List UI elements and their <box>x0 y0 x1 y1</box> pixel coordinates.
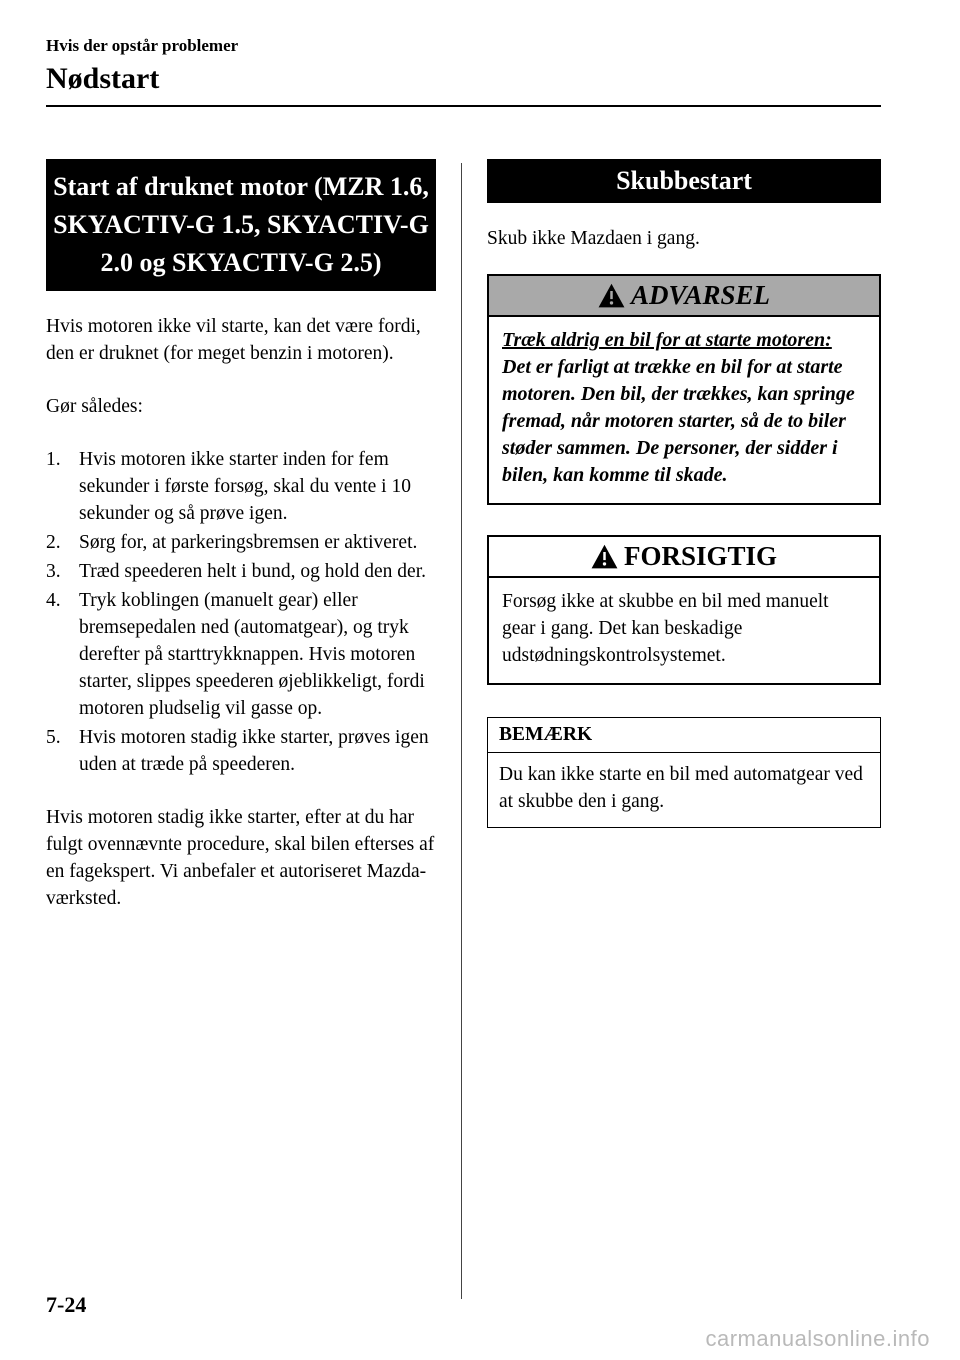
step-text: Tryk koblingen (manuelt gear) eller bremsepedalen ned (automatgear), og tryk derefter på starttrykknappen. Hvis motoren starter, slippes speederen øjeblikkeligt, fordi motoren pludselig vil gasse op. <box>79 590 425 719</box>
list-item <box>46 529 436 556</box>
step-text: Hvis motoren stadig ikke starter, prøves igen uden at træde på speederen. <box>79 727 429 775</box>
watermark: carmanualsonline.info <box>705 1326 930 1351</box>
list-item <box>46 724 436 778</box>
push-start-intro: Skub ikke Mazdaen i gang. <box>487 228 700 249</box>
right-column <box>487 159 881 1299</box>
header-rule <box>46 105 881 107</box>
step-number: 2. <box>46 532 61 553</box>
page-title: Nødstart <box>46 62 160 95</box>
section-title-flooded-engine: Start af druknet motor (MZR 1.6, SKYACTIV-G 1.5, SKYACTIV-G 2.0 og SKYACTIV-G 2.5) <box>46 159 436 291</box>
breadcrumb: Hvis der opstår problemer <box>46 36 239 55</box>
list-item <box>46 587 436 722</box>
warning-label: ADVARSEL <box>630 280 771 310</box>
note-box <box>487 717 881 828</box>
column-divider <box>461 163 462 1299</box>
warning-body <box>489 317 879 503</box>
section-title-push-start: Skubbestart <box>487 159 881 203</box>
step-number: 1. <box>46 449 61 470</box>
page-header <box>46 36 881 107</box>
warning-icon <box>591 544 618 569</box>
caution-header <box>489 537 879 578</box>
caution-label: FORSIGTIG <box>623 541 778 571</box>
step-number: 4. <box>46 590 61 611</box>
note-body: Du kan ikke starte en bil med automatgear ved at skubbe den i gang. <box>499 764 863 812</box>
caution-body: Forsøg ikke at skubbe en bil med manuelt gear i gang. Det kan beskadige udstødningskontrolsystemet. <box>502 591 829 666</box>
page-number: 7-24 <box>46 1292 87 1317</box>
step-number: 3. <box>46 561 61 582</box>
warning-box <box>487 274 881 505</box>
step-text: Træd speederen helt i bund, og hold den der. <box>79 561 426 582</box>
step-text: Hvis motoren ikke starter inden for fem sekunder i første forsøg, skal du vente i 10 sekunder og så prøve igen. <box>79 449 411 524</box>
caution-box <box>487 535 881 685</box>
two-column-layout <box>46 159 881 1299</box>
outro-paragraph: Hvis motoren stadig ikke starter, efter at du har fulgt ovennævnte procedure, skal bilen efterses af en fagekspert. Vi anbefaler et autoriseret Mazda-værksted. <box>46 807 435 909</box>
steps-list <box>46 446 436 778</box>
step-text: Sørg for, at parkeringsbremsen er aktiveret. <box>79 532 418 553</box>
intro-paragraph: Hvis motoren ikke vil starte, kan det være fordi, den er druknet (for meget benzin i motoren). <box>46 316 421 364</box>
warning-heading: Træk aldrig en bil for at starte motoren: <box>502 329 832 351</box>
lead-paragraph: Gør således: <box>46 396 143 417</box>
warning-text: Det er farligt at trække en bil for at starte motoren. Den bil, der trækkes, kan springe fremad, når motoren starter, så de to biler støder sammen. De personer, der sidder i bilen, kan komme til skade. <box>502 356 855 486</box>
left-column <box>46 159 436 1299</box>
list-item <box>46 446 436 527</box>
warning-icon <box>598 283 625 308</box>
note-header: BEMÆRK <box>488 718 880 753</box>
step-number: 5. <box>46 727 61 748</box>
warning-header <box>489 276 879 317</box>
list-item <box>46 558 436 585</box>
